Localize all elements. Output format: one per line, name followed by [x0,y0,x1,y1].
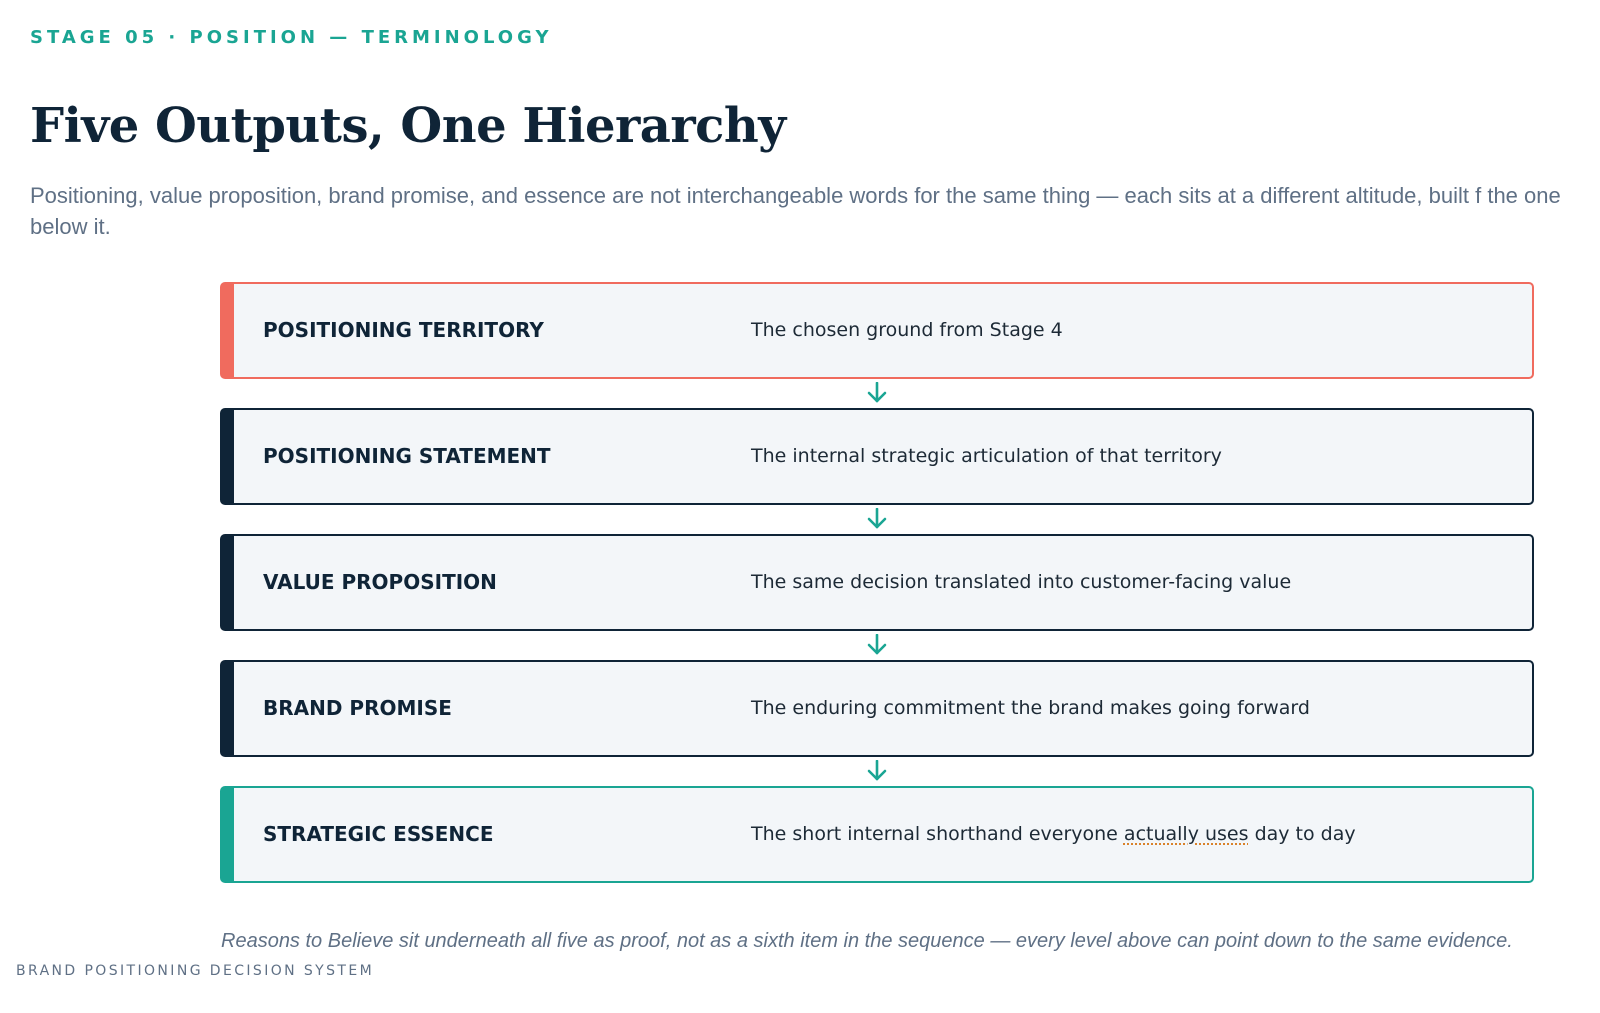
tier-description-start: The short internal shorthand everyone [751,823,1124,845]
arrow-down-icon [865,382,889,404]
tier-connector [220,379,1534,408]
tier-description: The internal strategic articulation of that territory [751,445,1222,467]
spellcheck-marked-text: actually uses [1123,823,1249,845]
arrow-down-icon [865,508,889,530]
tier-name: STRATEGIC ESSENCE [263,822,494,846]
tier-positioning-territory [220,282,1534,379]
tier-description: The same decision translated into customer-facing value [751,571,1292,593]
tier-brand-promise [220,660,1534,757]
page-title: Five Outputs, One Hierarchy [30,98,786,154]
page-subtitle: Positioning, value proposition, brand promise, and essence are not interchangeable words for the same thing — each sits at a different altitude, built f the one below it. [30,183,1561,239]
hierarchy-stack [220,282,1534,883]
tier-positioning-statement [220,408,1534,505]
footer-label: BRAND POSITIONING DECISION SYSTEM [16,963,375,979]
arrow-down-icon [865,634,889,656]
tier-name: POSITIONING STATEMENT [263,444,551,468]
tier-strategic-essence [220,786,1534,883]
tier-name: VALUE PROPOSITION [263,570,497,594]
tier-connector [220,505,1534,534]
tier-connector [220,631,1534,660]
tier-connector [220,757,1534,786]
tier-description [751,788,1356,881]
tier-name: POSITIONING TERRITORY [263,318,544,342]
footnote: Reasons to Believe sit underneath all five as proof, not as a sixth item in the sequence — every level above can point down to the same evidence. [221,930,1513,952]
arrow-down-icon [865,760,889,782]
tier-description: The chosen ground from Stage 4 [751,319,1063,341]
tier-description-end: day to day [1248,823,1356,845]
stage-eyebrow: STAGE 05 · POSITION — TERMINOLOGY [30,27,553,48]
tier-value-proposition [220,534,1534,631]
tier-name: BRAND PROMISE [263,696,452,720]
tier-description: The enduring commitment the brand makes going forward [751,697,1310,719]
